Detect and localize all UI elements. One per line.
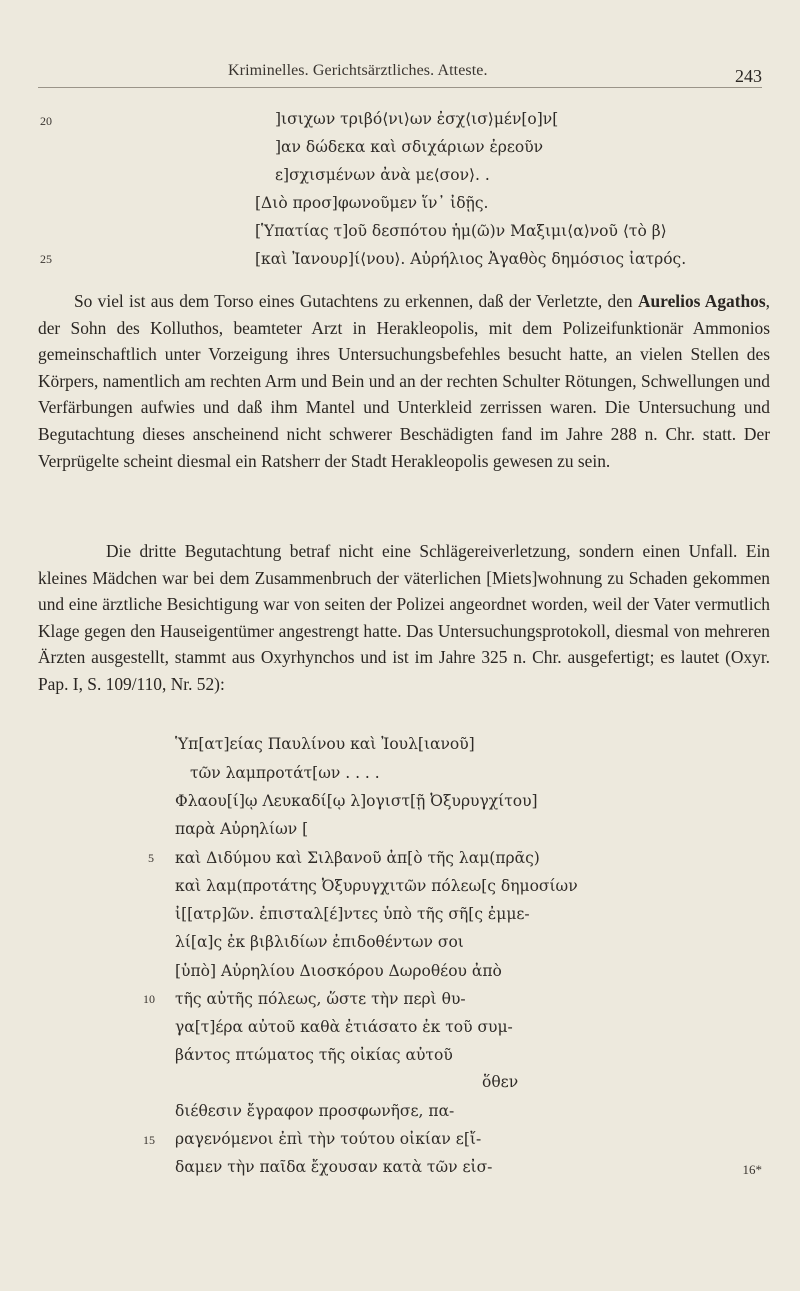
paragraph-text: Die dritte Begutachtung betraf nicht eine Schlägereiverletzung, sondern einen Unfall. Ein kleines Mädchen war bei dem Zusammenbruch der väterlichen [Miets]wohnung zu Schaden gekommen und eine ärztliche Besichtigung war von seiten der Polizei angeordnet worden, weil der Vater vermutlich Klage gegen den Hauseigentümer angestrengt hatte. Das Untersuchungsprotokoll, diesmal von mehreren Ärzten ausgestellt, stammt aus Oxyrhynchos und ist im Jahre 325 n. Chr. ausgefertigt; es lautet (Oxyr. Pap. I, S. 109/110, Nr. 52): xyxy=(38,541,770,694)
greek-line: ]ισιχων τριβό⟨νι⟩ων ἐσχ⟨ισ⟩μέν[ο]ν[ xyxy=(275,110,559,128)
greek-line: δαμεν τὴν παῖδα ἔχουσαν κατὰ τῶν εἰσ- xyxy=(175,1158,493,1176)
greek-line: διέθεσιν ἔγραφον προσφωνῆσε, πα- xyxy=(175,1102,455,1120)
running-head: Kriminelles. Gerichtsärztliches. Atteste. xyxy=(228,62,488,79)
greek-line: ]αν δώδεκα καὶ σδιχάριων ἐρεοῦν xyxy=(275,138,544,156)
greek-line: [ὑπὸ] Αὐρηλίου Διοσκόρου Δωροθέου ἀπὸ xyxy=(175,962,502,980)
page-number: 243 xyxy=(735,66,762,86)
greek-line: τῶν λαμπροτάτ[ων . . . . xyxy=(190,764,380,782)
line-number: 15 xyxy=(143,1133,155,1147)
greek-line: [Διὸ προσ]φωνοῦμεν ἵν᾽ ἰδῇς. xyxy=(255,194,489,212)
greek-line: [Ὑπατίας τ]οῦ δεσπότου ἡμ(ῶ)ν Μαξιμι⟨α⟩νοῦ ⟨τὸ β⟩ xyxy=(255,222,667,240)
greek-line: παρὰ Αὐρηλίων [ xyxy=(175,820,309,838)
greek-line: λί[α]ς ἐκ βιβλιδίων ἐπιδοθέντων σοι xyxy=(175,933,464,951)
line-number: 25 xyxy=(40,252,52,266)
greek-line: καὶ λαμ(προτάτης Ὀξυρυγχιτῶν πόλεω[ς δημοσίων xyxy=(175,877,578,895)
paragraph-text: So viel ist aus dem Torso eines Gutachtens zu erkennen, daß der Verletzte, den xyxy=(74,291,638,311)
paragraph xyxy=(38,538,770,698)
paragraph-text: , der Sohn des Kolluthos, beamteter Arzt in Herakleopolis, mit dem Polizeifunktionär Ammonios gemeinschaftlich unter Vorzeigung ihres Untersuchungsbefehles besucht hatte, an vielen Stellen des Körpers, namentlich am rechten Arm und Bein und an der rechten Schulter Rötungen, Schwellungen und Verfärbungen aufwies und daß ihm Mantel und Unterkleid zerrissen waren. Die Untersuchung und Begutachtung dieses anscheinend nicht schwerer Beschädigten fand im Jahre 288 n. Chr. statt. Der Verprügelte scheint diesmal ein Ratsherr der Stadt Herakleopolis gewesen zu sein. xyxy=(38,291,770,471)
greek-line: Φλαου[ί]ῳ Λευκαδί[ῳ λ]ογιστ[ῇ Ὀξυρυγχίτου] xyxy=(175,792,538,810)
greek-line: ραγενόμενοι ἐπὶ τὴν τούτου οἰκίαν ε[ἴ- xyxy=(175,1130,482,1148)
greek-line: [καὶ Ἰανουρ]ί⟨νου⟩. Αὐρήλιος Ἀγαθὸς δημόσιος ἰατρός. xyxy=(255,250,687,268)
signature-mark: 16* xyxy=(742,1162,762,1177)
greek-line: ὅθεν xyxy=(482,1073,519,1091)
greek-line: βάντος πτώματος τῆς οἰκίας αὐτοῦ xyxy=(175,1046,453,1064)
greek-line: τῆς αὐτῆς πόλεως, ὥστε τὴν περὶ θυ- xyxy=(175,990,466,1008)
line-number: 20 xyxy=(40,114,52,128)
line-number: 10 xyxy=(143,992,155,1006)
header-rule xyxy=(38,87,762,88)
greek-line: Ὑπ[ατ]είας Παυλίνου καὶ Ἰουλ[ιανοῦ] xyxy=(175,735,475,753)
paragraph xyxy=(38,288,770,474)
greek-line: καὶ Διδύμου καὶ Σιλβανοῦ ἀπ[ὸ τῆς λαμ(πρᾶς) xyxy=(175,849,540,867)
emphasized-name: Aurelios Agathos xyxy=(637,291,766,311)
page-header xyxy=(38,62,762,88)
greek-line: γα[τ]έρα αὐτοῦ καθὰ ἐτιάσατο ἐκ τοῦ συμ- xyxy=(175,1018,513,1036)
greek-line: ε]σχισμένων ἀνὰ με⟨σον⟩. . xyxy=(275,166,490,184)
greek-line: ἰ[[ατρ]ῶν. ἐπισταλ[έ]ντες ὑπὸ τῆς σῆ[ς ἐμμε- xyxy=(175,905,530,923)
line-number: 5 xyxy=(148,851,154,865)
